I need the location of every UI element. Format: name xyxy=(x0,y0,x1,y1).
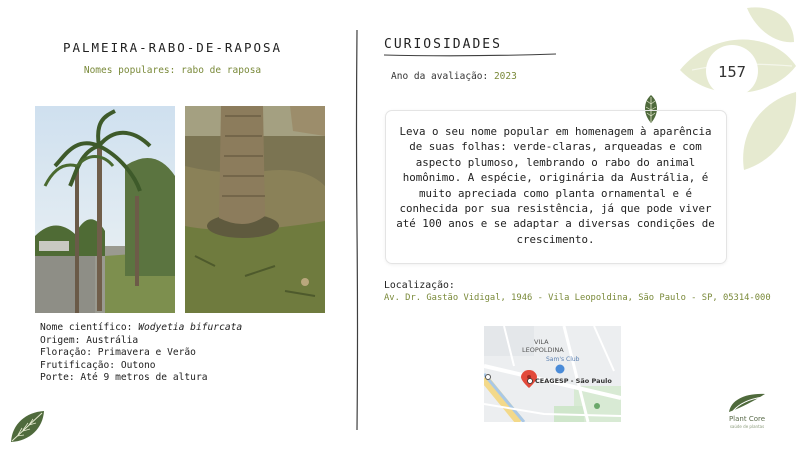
map-district-2: LEOPOLDINA xyxy=(522,346,564,354)
location-address[interactable]: Av. Dr. Gastão Vidigal, 1946 - Vila Leopoldina, São Paulo - SP, 05314-000 xyxy=(384,293,771,303)
flowering-row: Floração: Primavera e Verão xyxy=(40,347,196,359)
photo-palm-trunk xyxy=(185,106,325,313)
map-poi-label: Sam's Club xyxy=(546,356,580,363)
origin-row: Origem: Austrália xyxy=(40,334,139,346)
location-map[interactable] xyxy=(484,326,621,422)
plant-core-logo xyxy=(725,390,769,414)
curiosities-text: Leva o seu nome popular em homenagem à aparência de suas folhas: verde-claras, arqueadas e com aspecto plumoso, lembrando o rabo do animal homônimo. A espécie, originária da Austrália, é muito apreciada como planta ornamental e é conhecida por sua resistência, já que pode viver até 100 anos e se adaptar a diversas condições de crescimento. xyxy=(396,125,715,246)
plant-title: PALMEIRA-RABO-DE-RAPOSA xyxy=(62,40,283,55)
scientific-label: Nome científico: xyxy=(40,322,139,333)
plant-facts xyxy=(40,322,242,385)
photo-palm-tree xyxy=(35,106,175,313)
scientific-name-row xyxy=(40,322,242,335)
fruiting-row: Frutificação: Outono xyxy=(40,359,156,371)
column-divider xyxy=(352,30,362,430)
popular-names: Nomes populares: rabo de raposa xyxy=(83,65,262,76)
heading-underline xyxy=(384,52,559,58)
location-label: Localização: xyxy=(384,280,455,291)
logo-tagline: saúde de plantas xyxy=(729,424,765,429)
scientific-name: Wodyetia bifurcata xyxy=(138,322,243,333)
page-number-badge: 157 xyxy=(718,63,746,81)
map-pin-label: CEAGESP - São Paulo xyxy=(535,377,612,385)
evaluation-year xyxy=(391,71,517,82)
year-value: 2023 xyxy=(493,71,517,82)
leaf-icon xyxy=(8,408,48,446)
size-row: Porte: Até 9 metros de altura xyxy=(40,372,208,384)
logo-name: Plant Core xyxy=(728,415,766,423)
year-label: Ano da avaliação: xyxy=(391,71,494,82)
curiosities-heading: CURIOSIDADES xyxy=(384,37,502,52)
map-district-1: VILA xyxy=(534,338,549,346)
